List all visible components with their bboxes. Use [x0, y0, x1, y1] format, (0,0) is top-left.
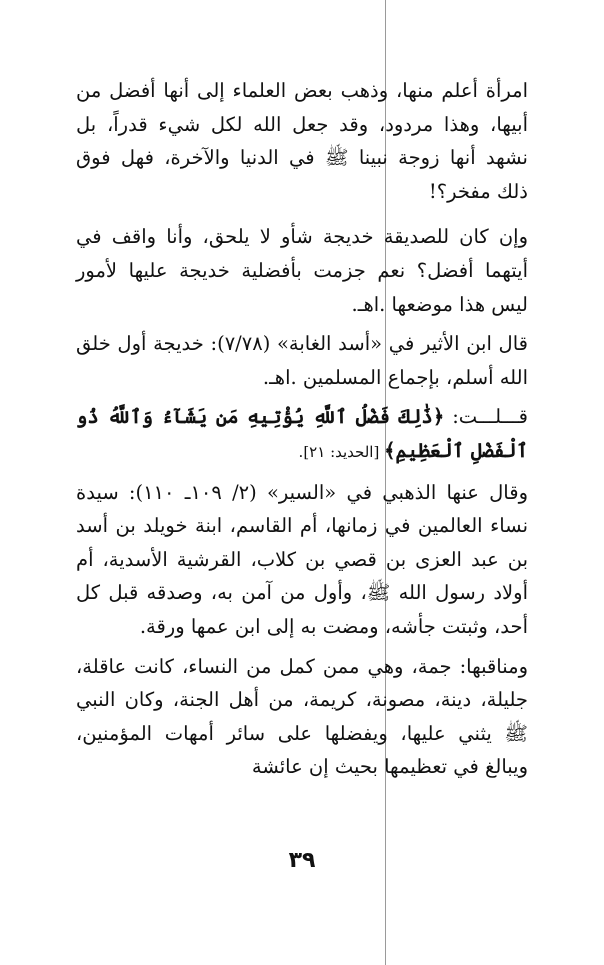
paragraph-3: قال ابن الأثير في «أسد الغابة» (٧/٧٨): خديجة أول خلق الله أسلم، بإجماع المسلمين .اهـ. — [76, 332, 528, 389]
paragraph-6: ومناقبها: جمة، وهي ممن كمل من النساء، كانت عاقلة، جليلة، دينة، مصونة، كريمة، من أهل الجنة، وكان النبي ﷺ يثني عليها، ويفضلها على سائر أمهات المؤمنين، ويبالغ في تعظيمها بحيث إن عائشة — [76, 654, 528, 779]
body-text — [76, 74, 528, 784]
qult-lead: قـــلـــت: — [444, 405, 528, 429]
quran-verse: ﴿ذَٰلِكَ فَضْلُ ٱللَّهِ يُؤْتِيهِ مَن يَشَآءُ وَٱللَّهُ ذُو ٱلْفَضْلِ ٱلْعَظِيمِ﴾ — [76, 405, 528, 462]
verse-reference: [الحديد: ٢١]. — [298, 442, 385, 461]
page-number: ٣٩ — [288, 848, 316, 873]
paragraph-1: امرأة أعلم منها، وذهب بعض العلماء إلى أنها أفضل من أبيها، وهذا مردود، وقد جعل الله لكل شيء قدراً، بل نشهد أنها زوجة نبينا ﷺ في الدنيا والآخرة، فهل فوق ذلك مفخر؟! — [76, 79, 528, 203]
paragraph-5: وقال عنها الذهبي في «السير» (٢/ ١٠٩ـ ١١٠): سيدة نساء العالمين في زمانها، أم القاسم، ابنة خويلد بن أسد بن عبد العزى بن قصي بن كلاب، القرشية الأسدية، أم أولاد رسول الله ﷺ، وأول من آمن به، وصدقه قبل كل أحد، وثبتت جأشه، ومضت به إلى ابن عمها ورقة. — [76, 480, 528, 638]
paragraph-4 — [76, 400, 528, 469]
paragraph-2: وإن كان للصديقة خديجة شأو لا يلحق، وأنا واقف في أيتهما أفضل؟ نعم جزمت بأفضلية خديجة عليها لأمور ليس هذا موضعها .اهـ. — [76, 225, 528, 316]
